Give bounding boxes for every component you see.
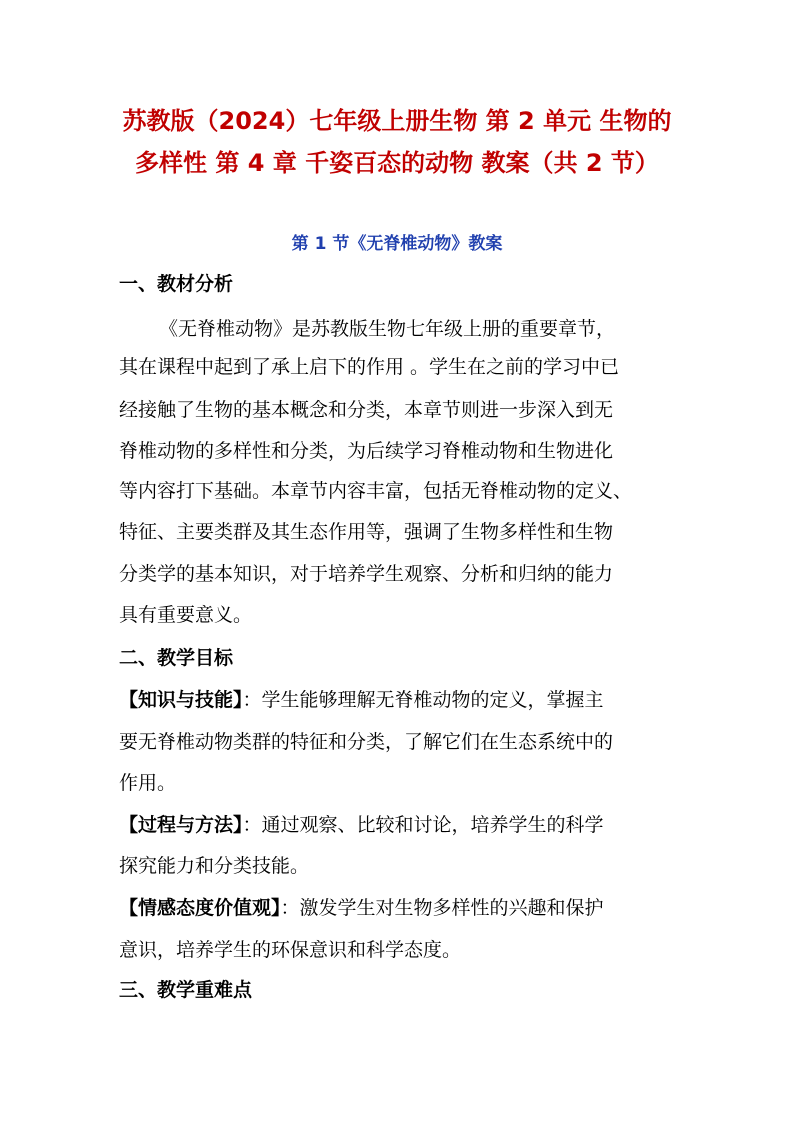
objective-process-text: ：通过观察、比较和讨论，培养学生的科学 [242, 814, 604, 836]
paragraph-line: 等内容打下基础。本章节内容丰富，包括无脊椎动物的定义、 [119, 480, 633, 502]
paragraph-line: 探究能力和分类技能。 [119, 855, 310, 877]
objective-knowledge-line [119, 685, 604, 715]
objective-process-label: 【过程与方法】 [119, 814, 243, 836]
paragraph-line: 作用。 [119, 772, 177, 794]
objective-emotion-text: ：激发学生对生物多样性的兴趣和保护 [280, 897, 604, 919]
objective-knowledge-text: ：学生能够理解无脊椎动物的定义，掌握主 [242, 689, 604, 711]
paragraph-line: 其在课程中起到了承上启下的作用 。学生在之前的学习中已 [119, 356, 620, 378]
paragraph-line: 脊椎动物的多样性和分类，为后续学习脊椎动物和生物进化 [119, 440, 614, 462]
paragraph-line: 要无脊椎动物类群的特征和分类，了解它们在生态系统中的 [119, 731, 614, 753]
paragraph-line: 具有重要意义。 [119, 604, 253, 626]
paragraph-line: 意识，培养学生的环保意识和科学态度。 [119, 939, 462, 961]
objective-emotion-line [119, 893, 604, 923]
section-subtitle: 第 1 节《无脊椎动物》教案 [291, 234, 503, 254]
document-title-line-2: 多样性 第 4 章 千姿百态的动物 教案（共 2 节） [135, 149, 659, 177]
objective-process-line [119, 810, 604, 840]
heading-textbook-analysis: 一、教材分析 [119, 273, 234, 295]
paragraph-line: 分类学的基本知识，对于培养学生观察、分析和归纳的能力 [119, 563, 614, 585]
paragraph-line: 经接触了生物的基本概念和分类，本章节则进一步深入到无 [119, 399, 614, 421]
paragraph-line: 特征、主要类群及其生态作用等，强调了生物多样性和生物 [119, 521, 614, 543]
document-title-line-1: 苏教版（2024）七年级上册生物 第 2 单元 生物的 [122, 107, 672, 135]
heading-key-difficult-points: 三、教学重难点 [119, 979, 253, 1001]
heading-teaching-objectives: 二、教学目标 [119, 647, 234, 669]
objective-knowledge-label: 【知识与技能】 [119, 689, 243, 711]
paragraph-line: 《无脊椎动物》是苏教版生物七年级上册的重要章节， [159, 318, 616, 340]
objective-emotion-label: 【情感态度价值观】 [119, 897, 281, 919]
